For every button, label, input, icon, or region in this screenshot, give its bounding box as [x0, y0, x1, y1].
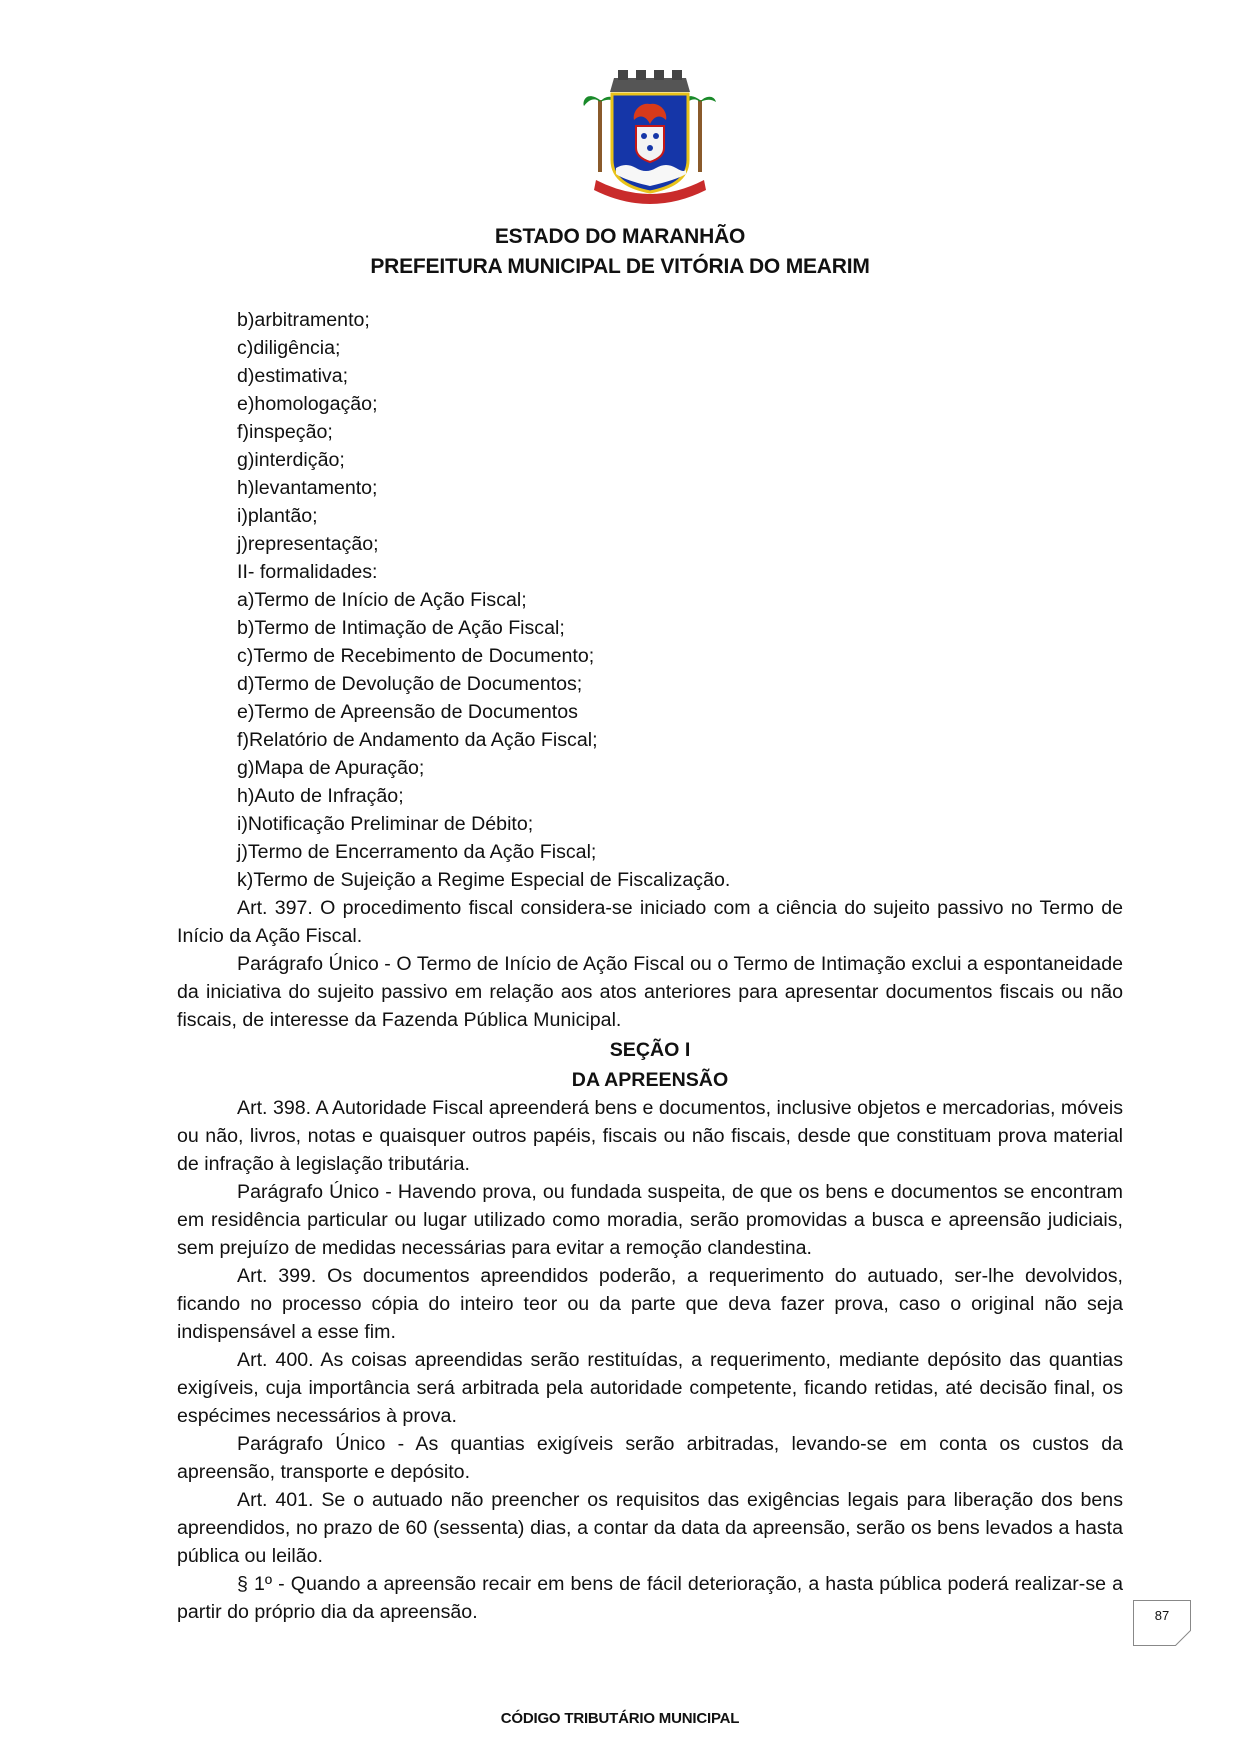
paragraph-art-399: Art. 399. Os documentos apreendidos poderão, a requerimento do autuado, ser-lhe devolvidos, ficando no processo cópia do inteiro teor ou da parte que deva fazer prova, caso o original não seja indispensável a esse fim. [177, 1265, 1123, 1343]
paragraph-paragrafo-unico: Parágrafo Único - O Termo de Início de Ação Fiscal ou o Termo de Intimação exclui a espontaneidade da iniciativa do sujeito passivo em relação aos atos anteriores para apresentar documentos fiscais ou não fiscais, de interesse da Fazenda Pública Municipal. [177, 953, 1123, 1031]
list-item: d)Termo de Devolução de Documentos; [237, 673, 583, 695]
list-item: j)representação; [237, 533, 379, 555]
list-item: k)Termo de Sujeição a Regime Especial de Fiscalização. [237, 869, 731, 891]
document-body [177, 306, 1123, 1626]
header-municipality-name: PREFEITURA MUNICIPAL DE VITÓRIA DO MEARIM [370, 255, 870, 278]
paragraph-section-1: § 1º - Quando a apreensão recair em bens de fácil deterioração, a hasta pública poderá realizar-se a partir do próprio dia da apreensão. [177, 1573, 1123, 1623]
page-number: 87 [1154, 1608, 1170, 1623]
list-item: f)inspeção; [237, 421, 333, 443]
list-item: h)levantamento; [237, 477, 378, 499]
list-item: g)Mapa de Apuração; [237, 757, 425, 779]
section-title: SEÇÃO I [609, 1039, 691, 1061]
paragraph-paragrafo-unico: Parágrafo Único - Havendo prova, ou fundada suspeita, de que os bens e documentos se encontram em residência particular ou lugar utilizado como moradia, serão promovidas a busca e apreensão judiciais, sem prejuízo de medidas necessárias para evitar a remoção clandestina. [177, 1181, 1123, 1259]
page-number-box [1133, 1600, 1191, 1646]
list-item: b)Termo de Intimação de Ação Fiscal; [237, 617, 565, 639]
list-item: e)homologação; [237, 393, 378, 415]
list-item: j)Termo de Encerramento da Ação Fiscal; [237, 841, 597, 863]
list-item: i)Notificação Preliminar de Débito; [237, 813, 534, 835]
list-item: h)Auto de Infração; [237, 785, 404, 807]
list-item: d)estimativa; [237, 365, 349, 387]
list-item: c)Termo de Recebimento de Documento; [237, 645, 595, 667]
paragraph-paragrafo-unico: Parágrafo Único - As quantias exigíveis serão arbitradas, levando-se em conta os custos da apreensão, transporte e depósito. [177, 1433, 1123, 1483]
list-item: c)diligência; [237, 337, 341, 359]
paragraph-art-398: Art. 398. A Autoridade Fiscal apreenderá bens e documentos, inclusive objetos e mercadorias, móveis ou não, livros, notas e quaisquer outros papéis, fiscais ou não fiscais, desde que constituam prova material de infração à legislação tributária. [177, 1097, 1123, 1175]
list-item: g)interdição; [237, 449, 345, 471]
municipal-coat-of-arms-logo [582, 68, 718, 208]
list-item: i)plantão; [237, 505, 318, 527]
list-item: II- formalidades: [237, 561, 378, 583]
header-state-name: ESTADO DO MARANHÃO [494, 225, 746, 248]
list-item: a)Termo de Início de Ação Fiscal; [237, 589, 527, 611]
paragraph-art-397: Art. 397. O procedimento fiscal considera-se iniciado com a ciência do sujeito passivo no Termo de Início da Ação Fiscal. [177, 897, 1123, 947]
paragraph-art-400: Art. 400. As coisas apreendidas serão restituídas, a requerimento, mediante depósito das quantias exigíveis, cuja importância será arbitrada pela autoridade competente, ficando retidas, até decisão final, os espécimes necessários à prova. [177, 1349, 1123, 1427]
list-item: b)arbitramento; [237, 309, 370, 331]
page-fold-icon [1175, 1630, 1191, 1646]
list-item: e)Termo de Apreensão de Documentos [237, 701, 578, 723]
paragraph-art-401: Art. 401. Se o autuado não preencher os requisitos das exigências legais para liberação dos bens apreendidos, no prazo de 60 (sessenta) dias, a contar da data da apreensão, serão os bens levados a hasta pública ou leilão. [177, 1489, 1123, 1567]
list-item: f)Relatório de Andamento da Ação Fiscal; [237, 729, 598, 751]
footer-document-title: CÓDIGO TRIBUTÁRIO MUNICIPAL [500, 1710, 740, 1727]
section-subtitle: DA APREENSÃO [571, 1069, 729, 1091]
